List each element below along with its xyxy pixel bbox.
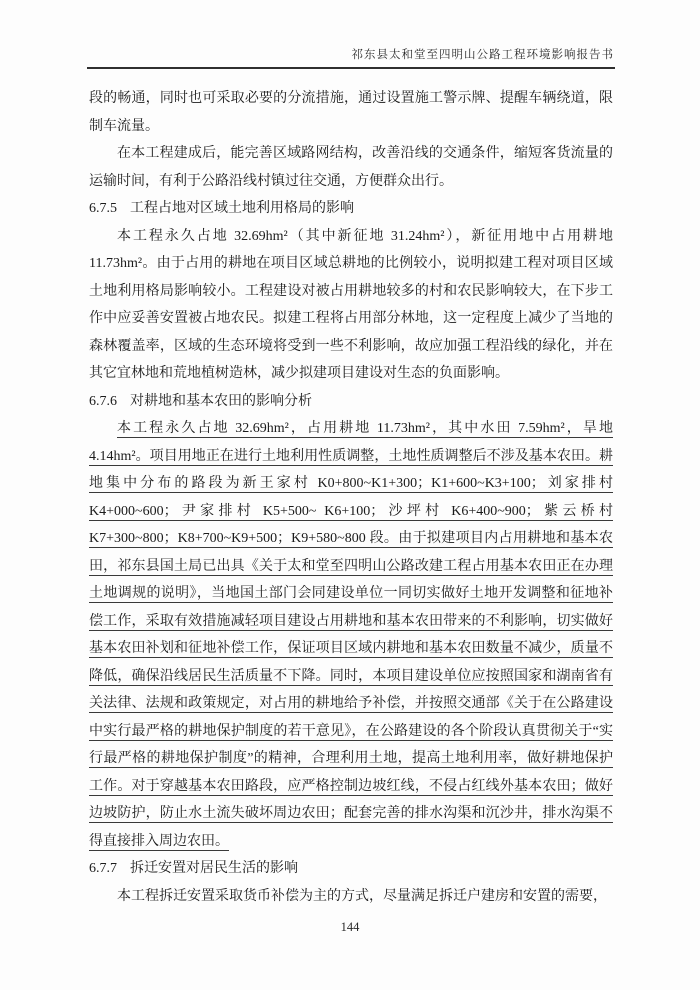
paragraph-675-body: 本工程永久占地 32.69hm²（其中新征地 31.24hm²），新征用地中占用耕地11.73hm²。由于占用的耕地在项目区域总耕地的比例较小，说明拟建工程对项目区域土地利用格局影响较小。工程建设对被占用耕地较多的村和农民影响较大，在下步工作中应妥善安置被占地农民。拟建工程将占用部分林地，这一定程度上减少了当地的森林覆盖率，区域的生态环境将受到一些不利影响，故应加强工程沿线的绿化，并在其它宜林地和荒地植树造林，减少拟建项目建设对生态的负面影响。 (89, 228, 613, 381)
section-676-title: 对耕地和基本农田的影响分析 (130, 393, 312, 409)
section-676-number: 6.7.6 (89, 393, 117, 409)
running-header-title: 祁东县太和堂至四明山公路工程环境影响报告书 (351, 49, 614, 61)
paragraph-677-body: 本工程拆迁安置采取货币补偿为主的方式，尽量满足拆迁户建房和安置的需要， (117, 888, 607, 904)
section-677-title: 拆迁安置对居民生活的影响 (130, 861, 298, 876)
page-footer (0, 920, 700, 935)
paragraph-traffic-control: 段的畅通，同时也可采取必要的分流措施，通过设置施工警示牌、提醒车辆绕道，限制车流量。 (89, 91, 613, 134)
paragraph-network-benefit: 在本工程建成后，能完善区域路网结构，改善沿线的交通条件，缩短客货流量的运输时间，有利于公路沿线村镇过往交通，方便群众出行。 (89, 146, 613, 189)
section-heading-677 (89, 855, 613, 883)
header-divider (87, 67, 615, 69)
running-header (88, 46, 614, 62)
section-675-title: 工程占地对区域土地利用格局的影响 (130, 201, 354, 216)
page-number: 144 (340, 920, 360, 934)
section-677-number: 6.7.7 (89, 861, 117, 876)
document-body (89, 85, 613, 910)
paragraph-676-body-underlined: 本工程永久占地 32.69hm²，占用耕地 11.73hm²，其中水田 7.59hm²，旱地4.14hm²。项目用地正在进行土地利用性质调整，土地性质调整后不涉及基本农田。耕地集中分布的路段为新王家村 K0+800~K1+300；K1+600~K3+100；刘家排村K4+000~600；尹家排村 K5+500~ K6+100；沙坪村 K6+400~900；紫云桥村K7+300~800；K8+700~K9+500；K9+580~800 段。由于拟建项目内占用耕地和基本农田，祁东县国土局已出具《关于太和堂至四明山公路改建工程占用基本农田正在办理土地调规的说明》，当地国土部门会同建设单位一同切实做好土地开发调整和征地补偿工作，采取有效措施减轻项目建设占用耕地和基本农田带来的不利影响，切实做好基本农田补划和征地补偿工作，保证项目区域内耕地和基本农田数量不减少，质量不降低，确保沿线居民生活质量不下降。同时，本项目建设单位应按照国家和湖南省有关法律、法规和政策规定，对占用的耕地给予补偿，并按照交通部《关于在公路建设中实行最严格的耕地保护制度的若干意见》，在公路建设的各个阶段认真贯彻关于“实行最严格的耕地保护制度”的精神，合理利用土地，提高土地利用率，做好耕地保护工作。对于穿越基本农田路段，应严格控制边坡红线，不侵占红线外基本农田；做好边坡防护，防止水土流失破坏周边农田；配套完善的排水沟渠和沉沙井，排水沟渠不得直接排入周边农田。 (89, 421, 613, 849)
section-heading-675 (89, 195, 613, 223)
section-heading-676 (89, 388, 613, 416)
section-675-number: 6.7.5 (89, 201, 117, 216)
